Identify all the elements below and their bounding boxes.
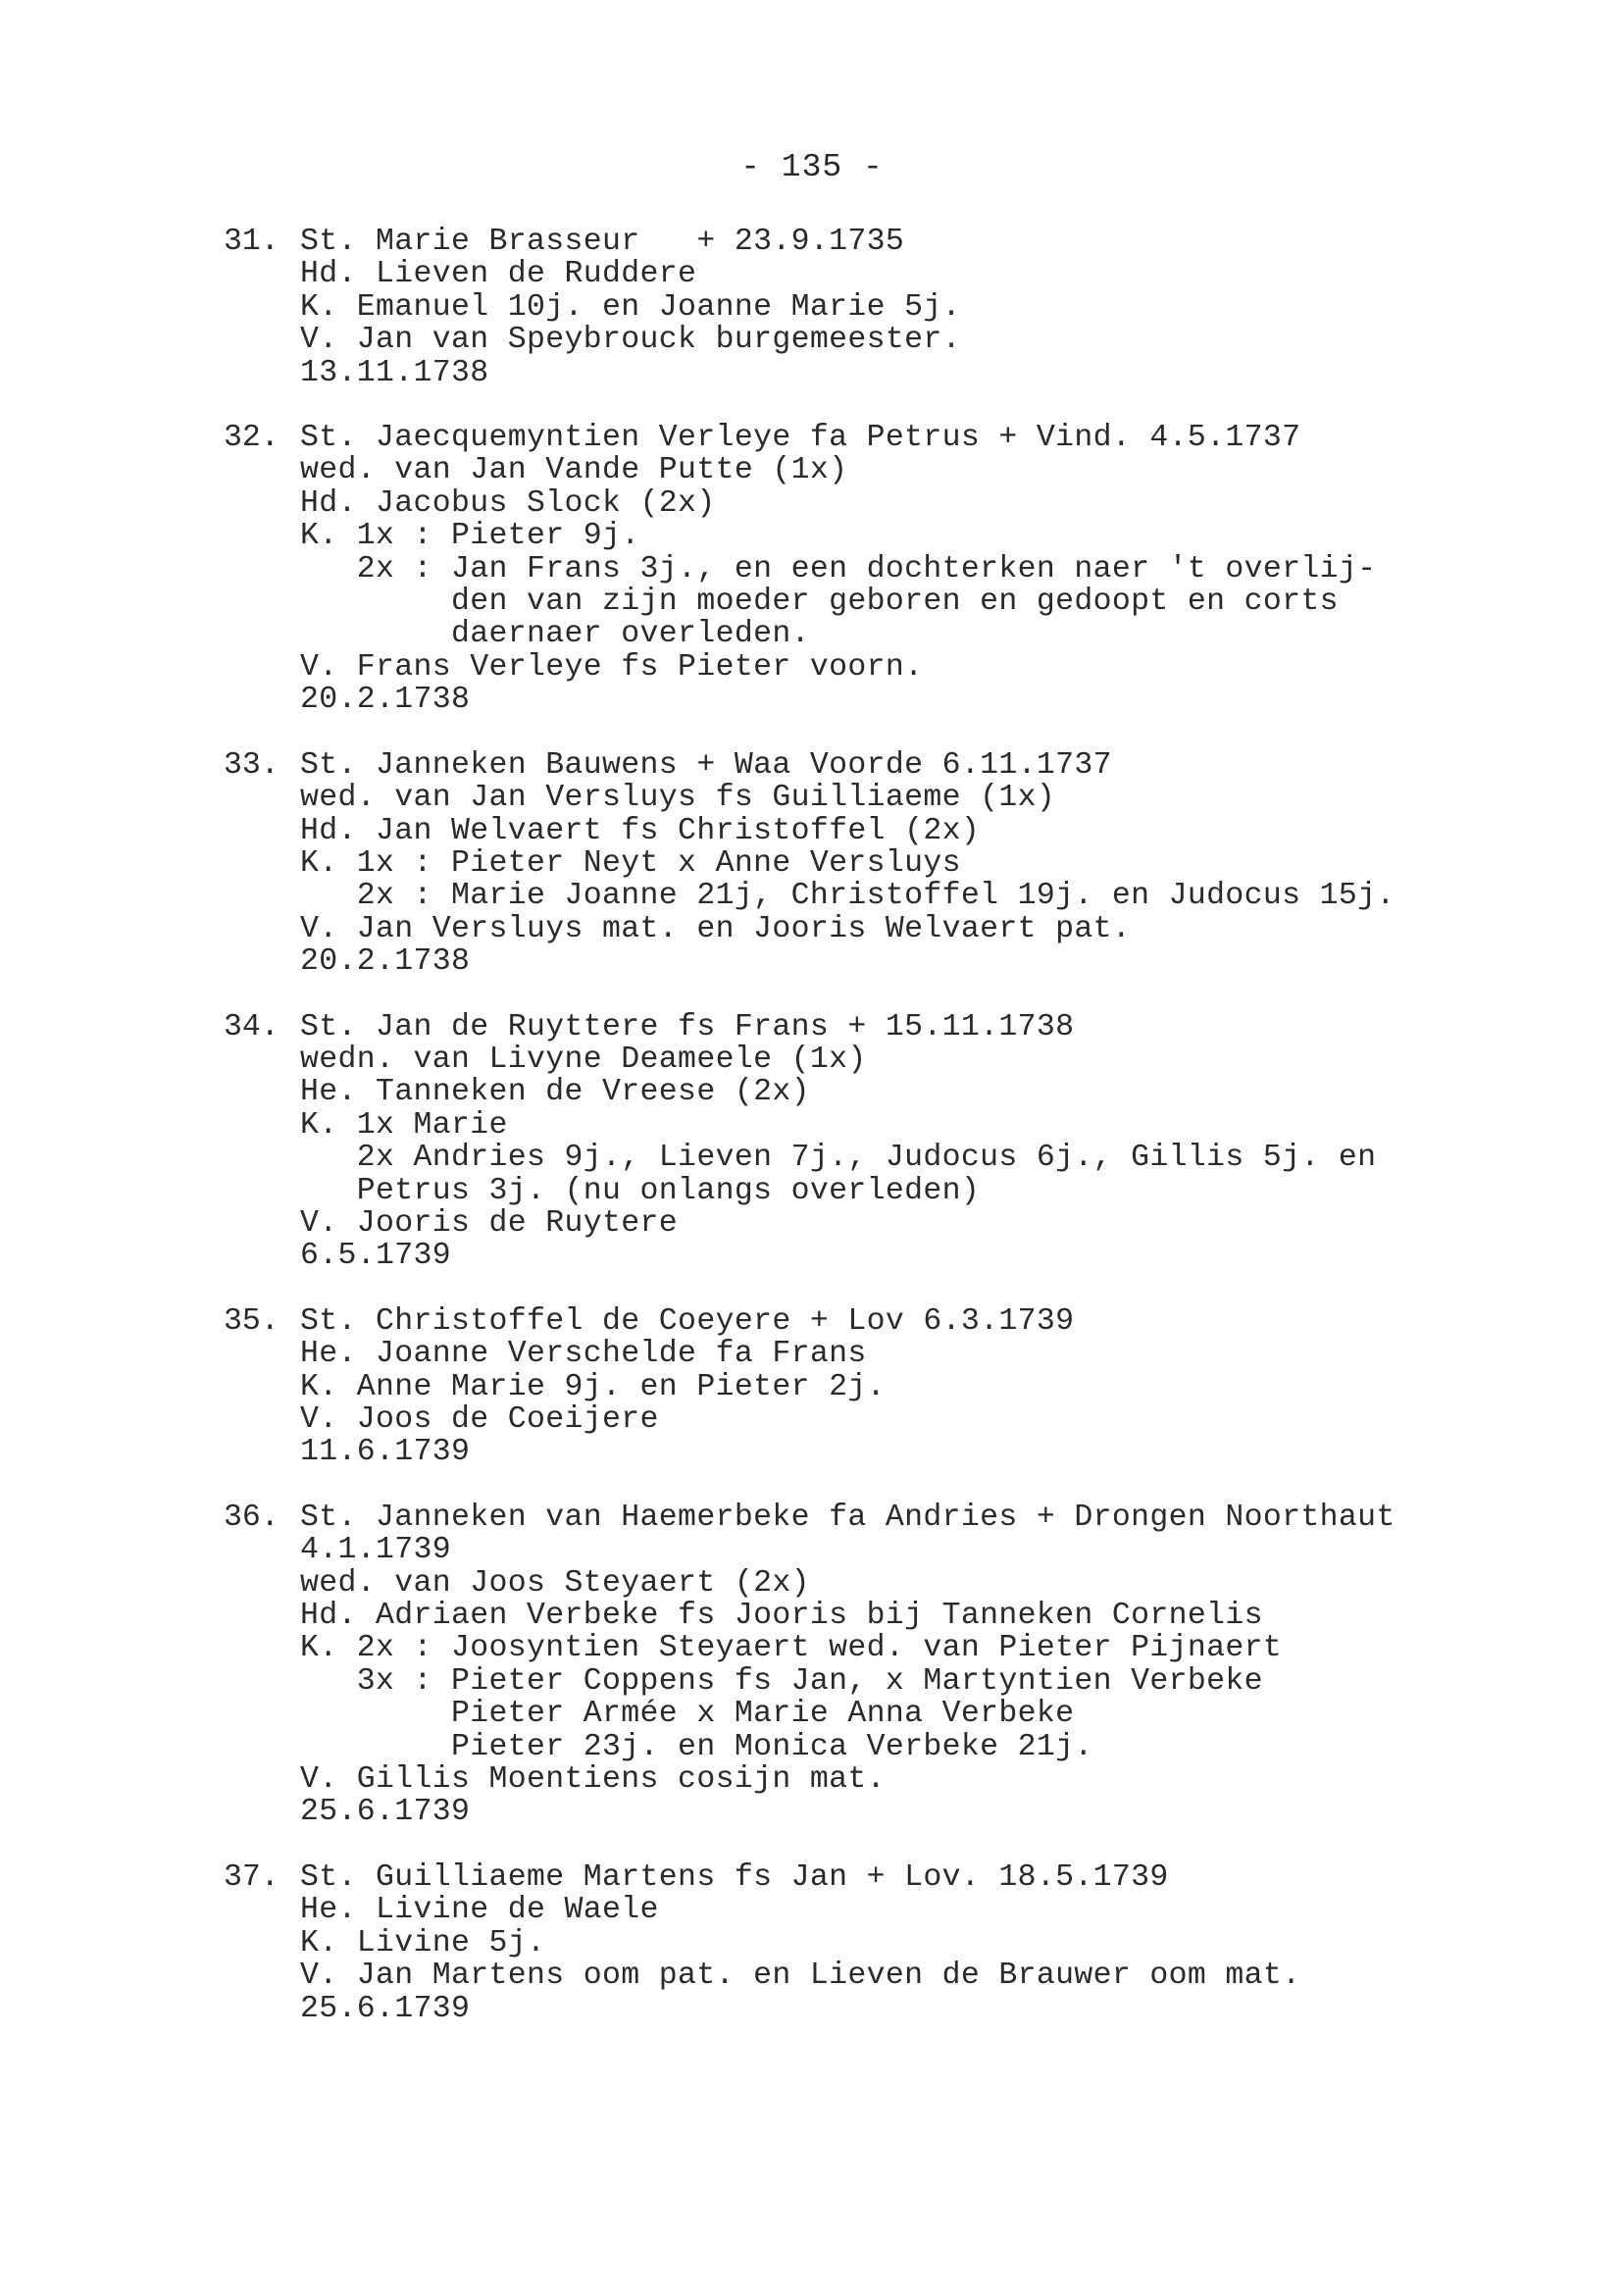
- entry-line: V. Jan Versluys mat. en Jooris Welvaert pat.: [300, 911, 1132, 946]
- entry: [224, 1305, 1498, 1469]
- entry-line: St. Guilliaeme Martens fs Jan + Lov. 18.5.1739: [300, 1859, 1169, 1895]
- entry-line: Hd. Jan Welvaert fs Christoffel (2x): [300, 813, 981, 848]
- entry-line: den van zijn moeder geboren en gedoopt en corts: [300, 585, 1339, 620]
- entry-line: 25.6.1739: [300, 1991, 471, 2026]
- entry-line: V. Joos de Coeijere: [300, 1402, 659, 1437]
- entry-line: Petrus 3j. (nu onlangs overleden): [300, 1173, 981, 1208]
- entry: [224, 422, 1498, 717]
- entry-line: St. Jaecquemyntien Verleye fa Petrus + Vind. 4.5.1737: [300, 421, 1301, 456]
- entry-line: V. Gillis Moentiens cosijn mat.: [300, 1762, 886, 1798]
- entry-line: wed. van Jan Vande Putte (1x): [300, 453, 848, 488]
- entry-line: He. Livine de Waele: [300, 1893, 659, 1928]
- entry-line: V. Frans Verleye fs Pieter voorn.: [300, 649, 924, 685]
- entry-line: Hd. Jacobus Slock (2x): [300, 485, 716, 521]
- entry-line: 2x : Marie Joanne 21j, Christoffel 19j. en Judocus 15j.: [300, 879, 1396, 914]
- entry-body: [300, 749, 1498, 979]
- entry-line: 13.11.1738: [300, 355, 489, 390]
- entry-line: K. 1x Marie: [300, 1107, 508, 1143]
- entry-line: K. Livine 5j.: [300, 1925, 546, 1960]
- entry-line: V. Jan Martens oom pat. en Lieven de Brauwer oom mat.: [300, 1959, 1301, 1994]
- entry-body: [300, 1861, 1498, 2025]
- entry-number: 35.: [224, 1303, 279, 1339]
- entry-number: 33.: [224, 747, 279, 783]
- entry-line: V. Jan van Speybrouck burgemeester.: [300, 323, 961, 358]
- entry-body: [300, 1011, 1498, 1273]
- entry-number: 31.: [224, 225, 279, 259]
- entry-line: 20.2.1738: [300, 683, 471, 718]
- entry-line: K. Emanuel 10j. en Joanne Marie 5j.: [300, 289, 961, 325]
- entry-line: K. Anne Marie 9j. en Pieter 2j.: [300, 1369, 886, 1404]
- entry-line: 3x : Pieter Coppens fs Jan, x Martyntien Verbeke: [300, 1663, 1263, 1699]
- entry: [224, 1861, 1498, 2025]
- entry-body: [300, 1305, 1498, 1469]
- entry-line: K. 1x : Pieter 9j.: [300, 519, 640, 554]
- entry-line: wedn. van Livyne Deameele (1x): [300, 1042, 867, 1077]
- entry-line: He. Joanne Verschelde fa Frans: [300, 1337, 867, 1372]
- entry-line: 4.1.1739: [300, 1533, 452, 1568]
- entry-line: St. Marie Brasseur + 23.9.1735: [300, 225, 905, 259]
- entry-line: St. Janneken Bauwens + Waa Voorde 6.11.1737: [300, 747, 1112, 783]
- entry-line: 2x Andries 9j., Lieven 7j., Judocus 6j., Gillis 5j. en: [300, 1141, 1377, 1176]
- entry-line: 11.6.1739: [300, 1435, 471, 1470]
- entry: [224, 1502, 1498, 1829]
- entry-number: 32.: [224, 421, 279, 456]
- entry-line: St. Christoffel de Coeyere + Lov 6.3.1739: [300, 1303, 1075, 1339]
- entry-line: Pieter 23j. en Monica Verbeke 21j.: [300, 1729, 1093, 1764]
- entry-line: 20.2.1738: [300, 944, 471, 980]
- entry-line: K. 2x : Joosyntien Steyaert wed. van Pieter Pijnaert: [300, 1631, 1283, 1666]
- entry-line: He. Tanneken de Vreese (2x): [300, 1075, 810, 1110]
- entry-number: 36.: [224, 1500, 279, 1535]
- entry-line: St. Jan de Ruyttere fs Frans + 15.11.1738: [300, 1009, 1075, 1044]
- page-number: - 135 -: [740, 149, 884, 185]
- entry: [224, 749, 1498, 979]
- entry-line: wed. van Joos Steyaert (2x): [300, 1565, 810, 1601]
- entry-line: 25.6.1739: [300, 1795, 471, 1830]
- entry-body: [300, 226, 1498, 389]
- entry-line: daernaer overleden.: [300, 617, 810, 652]
- entry-body: [300, 1502, 1498, 1829]
- entry: [224, 1011, 1498, 1273]
- entry-line: V. Jooris de Ruytere: [300, 1205, 679, 1241]
- entry-number: 37.: [224, 1859, 279, 1895]
- entry-line: St. Janneken van Haemerbeke fa Andries + Drongen Noorthaut: [300, 1500, 1396, 1535]
- entry-line: 2x : Jan Frans 3j., en een dochterken naer 't overlij-: [300, 551, 1377, 586]
- entry-line: wed. van Jan Versluys fs Guilliaeme (1x): [300, 781, 1056, 816]
- entry-body: [300, 422, 1498, 717]
- entry-number: 34.: [224, 1009, 279, 1044]
- entry-line: Hd. Lieven de Ruddere: [300, 257, 697, 292]
- entry-line: Hd. Adriaen Verbeke fs Jooris bij Tanneken Cornelis: [300, 1599, 1263, 1634]
- entry: [224, 226, 1498, 389]
- entry-line: Pieter Armée x Marie Anna Verbeke: [300, 1697, 1075, 1732]
- entry-line: K. 1x : Pieter Neyt x Anne Versluys: [300, 845, 961, 881]
- entry-line: 6.5.1739: [300, 1239, 452, 1274]
- entry-list: [224, 226, 1498, 2058]
